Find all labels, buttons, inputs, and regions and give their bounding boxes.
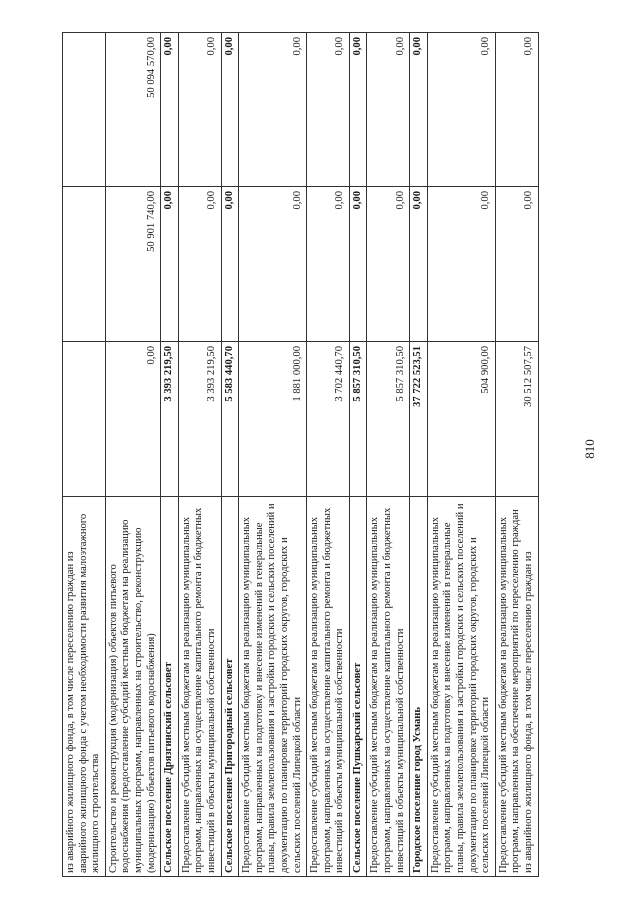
row-description: Предоставление субсидий местным бюджетам на реализацию муниципальных программ, направленных на подготовку и внесение изменений в генеральные планы, правила землепользования и застройки городских и сельских поселений и документацию по планировке территорий городских округов, городских и сельских поселений Липецкой области xyxy=(239,497,307,877)
row-description: Предоставление субсидий местным бюджетам на реализацию муниципальных программ, направленных на осуществление капитального ремонта и бюджетных инвестиций в объекты муниципальной собственности xyxy=(178,497,221,877)
row-value-col2: 0,00 xyxy=(161,187,179,342)
table-row xyxy=(427,33,495,877)
table-row xyxy=(105,33,160,877)
row-value-col3: 0,00 xyxy=(349,33,367,187)
row-value-col3: 50 094 570,00 xyxy=(105,33,160,187)
row-value-col1: 3 393 219,50 xyxy=(161,342,179,497)
row-value-col1: 0,00 xyxy=(105,342,160,497)
row-description: Предоставление субсидий местным бюджетам на реализацию муниципальных программ, направленных на осуществление капитального ремонта и бюджетных инвестиций в объекты муниципальной собственности xyxy=(307,497,350,877)
row-value-col2: 0,00 xyxy=(495,187,538,342)
row-value-col2: 0,00 xyxy=(410,187,428,342)
row-value-col2: 0,00 xyxy=(221,187,239,342)
row-value-col3: 0,00 xyxy=(410,33,428,187)
row-value-col2: 0,00 xyxy=(307,187,350,342)
row-value-col2: 0,00 xyxy=(178,187,221,342)
row-description: Сельское поселение Пригородный сельсовет xyxy=(221,497,239,877)
row-value-col3: 0,00 xyxy=(307,33,350,187)
row-value-col3: 0,00 xyxy=(427,33,495,187)
row-value-col2 xyxy=(63,187,106,342)
row-value-col1: 37 722 523,51 xyxy=(410,342,428,497)
row-value-col3: 0,00 xyxy=(221,33,239,187)
table-row xyxy=(178,33,221,877)
row-description: Предоставление субсидий местным бюджетам на реализацию муниципальных программ, направленных на обеспечение мероприятий по переселению граждан из аварийного жилищного фонда, в том числе переселению граждан из xyxy=(495,497,538,877)
row-description: из аварийного жилищного фонда, в том числе переселению граждан из аварийного жилищного фонда с учетом необходимости развития малоэтажного жилищного строительства xyxy=(63,497,106,877)
row-description: Предоставление субсидий местным бюджетам на реализацию муниципальных программ, направленных на подготовку и внесение изменений в генеральные планы, правила землепользования и застройки городских и сельских поселений и документацию по планировке территорий городских округов, городских и сельских поселений Липецкой области xyxy=(427,497,495,877)
table-row xyxy=(367,33,410,877)
page-number: 810 xyxy=(582,439,597,459)
row-value-col2: 0,00 xyxy=(367,187,410,342)
row-value-col3: 0,00 xyxy=(161,33,179,187)
row-value-col1: 30 512 507,57 xyxy=(495,342,538,497)
row-value-col2: 0,00 xyxy=(349,187,367,342)
table-row-settlement xyxy=(221,33,239,877)
row-value-col3: 0,00 xyxy=(239,33,307,187)
row-value-col1: 5 857 310,50 xyxy=(367,342,410,497)
table-row xyxy=(63,33,106,877)
row-value-col2: 0,00 xyxy=(427,187,495,342)
row-description: Строительство и реконструкция (модернизация) объектов питьевого водоснабжения (предоставление субсидий местным бюджетам на реализацию муниципальных программ, направленных на строительство, реконструкцию (модернизацию) объектов питьевого водоснабжения) xyxy=(105,497,160,877)
row-description: Сельское поселение Пушкарский сельсовет xyxy=(349,497,367,877)
row-value-col1: 1 881 000,00 xyxy=(239,342,307,497)
row-description: Городское поселение город Усмань xyxy=(410,497,428,877)
row-value-col3: 0,00 xyxy=(495,33,538,187)
row-value-col1: 5 857 310,50 xyxy=(349,342,367,497)
row-value-col1 xyxy=(63,342,106,497)
row-value-col2: 50 901 740,00 xyxy=(105,187,160,342)
budget-table-body xyxy=(63,33,539,877)
row-value-col3 xyxy=(63,33,106,187)
table-row xyxy=(495,33,538,877)
row-value-col1: 3 702 440,70 xyxy=(307,342,350,497)
budget-table xyxy=(62,32,539,877)
row-value-col2: 0,00 xyxy=(239,187,307,342)
table-row-settlement xyxy=(410,33,428,877)
row-description: Сельское поселение Дрязгинский сельсовет xyxy=(161,497,179,877)
table-row-settlement xyxy=(349,33,367,877)
table-row xyxy=(307,33,350,877)
row-value-col1: 5 583 440,70 xyxy=(221,342,239,497)
row-value-col3: 0,00 xyxy=(367,33,410,187)
row-value-col1: 3 393 219,50 xyxy=(178,342,221,497)
row-value-col3: 0,00 xyxy=(178,33,221,187)
row-description: Предоставление субсидий местным бюджетам на реализацию муниципальных программ, направленных на осуществление капитального ремонта и бюджетных инвестиций в объекты муниципальной собственности xyxy=(367,497,410,877)
table-row-settlement xyxy=(161,33,179,877)
row-value-col1: 504 900,00 xyxy=(427,342,495,497)
table-row xyxy=(239,33,307,877)
